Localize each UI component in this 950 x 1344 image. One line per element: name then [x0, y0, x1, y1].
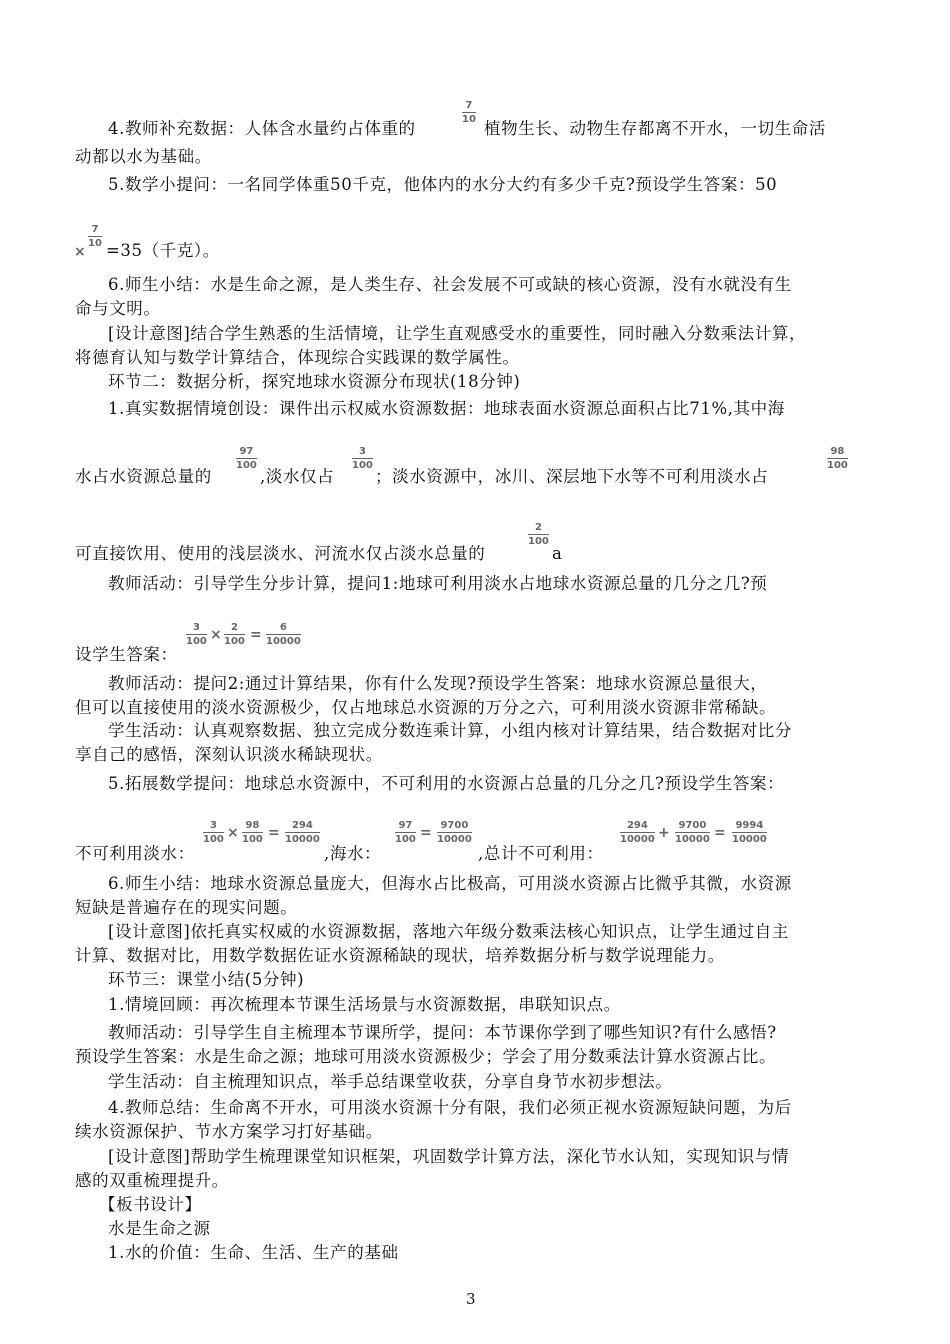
- section-heading: 环节二：数据分析，探究地球水资源分布现状(18分钟): [108, 372, 521, 391]
- fraction-numerator: 9700: [440, 820, 469, 831]
- fraction-numerator: 98: [245, 820, 260, 831]
- fraction-denominator: 100: [242, 834, 263, 845]
- text-segment: 4.教师补充数据：人体含水量约占体重的: [108, 119, 416, 138]
- paragraph-line: 教师活动：引导学生自主梳理本节课所学，提问：本节课你学到了哪些知识?有什么感悟?: [108, 1023, 777, 1042]
- board-design-heading: 【板书设计】: [99, 1195, 202, 1214]
- fraction-denominator: 100: [827, 460, 848, 471]
- paragraph-line: 学生活动：认真观察数据、独立完成分数连乘计算，小组内核对计算结果，结合数据对比分: [108, 721, 792, 740]
- times-sign: ×: [210, 627, 222, 643]
- fraction-denominator: 100: [236, 460, 257, 471]
- fraction-denominator: 10000: [266, 636, 301, 647]
- fraction-9700-10000: [437, 820, 472, 845]
- paragraph-line: 水占水资源总量的: [75, 467, 212, 486]
- text-segment: 植物生长、动物生存都离不开水，一切生命活: [484, 119, 826, 138]
- fraction-denominator: 10000: [732, 834, 767, 845]
- fraction-9700-10000: [675, 820, 710, 845]
- fraction-numerator: 7: [465, 100, 473, 111]
- paragraph-line: [484, 118, 826, 140]
- paragraph-line: 5.数学小提问：一名同学体重50千克，他体内的水分大约有多少千克?预设学生答案：50: [108, 175, 778, 194]
- fraction-numerator: 3: [358, 446, 366, 457]
- times-sign: ×: [227, 825, 239, 841]
- paragraph-line: a: [552, 544, 563, 563]
- board-title: 水是生命之源: [108, 1219, 211, 1238]
- equals-sign: =: [250, 627, 262, 643]
- paragraph-line: 计算、数据对比，用数学数据佐证水资源稀缺的现状，培养数据分析与数学说理能力。: [75, 946, 725, 965]
- paragraph-line: ,淡水仅占: [260, 467, 335, 486]
- fraction-3-100: [186, 622, 207, 647]
- paragraph-line: [108, 118, 416, 140]
- paragraph-line: 可直接饮用、使用的浅层淡水、河流水仅占淡水总量的: [75, 544, 486, 563]
- fraction-97-100: [395, 820, 416, 845]
- fraction-denominator: 10000: [675, 834, 710, 845]
- paragraph-line: 4.教师总结：生命离不开水，可用淡水资源十分有限，我们必须正视水资源短缺问题，为后: [108, 1098, 792, 1117]
- fraction-denominator: 10: [462, 114, 476, 125]
- fraction-9994-10000: [732, 820, 767, 845]
- fraction-numerator: 294: [291, 820, 313, 831]
- paragraph-line: 教师活动：提问2:通过计算结果，你有什么发现?预设学生答案：地球水资源总量很大，: [108, 674, 768, 693]
- paragraph-line: 学生活动：自主梳理知识点，举手总结课堂收获，分享自身节水初步想法。: [108, 1072, 673, 1091]
- paragraph-line: 享自己的感悟，深刻认识淡水稀缺现状。: [75, 745, 383, 764]
- fraction-numerator: 98: [830, 446, 845, 457]
- paragraph-line: 续水资源保护、节水方案学习打好基础。: [75, 1122, 383, 1141]
- plus-sign: +: [658, 825, 670, 841]
- paragraph-line: ,海水：: [324, 844, 382, 863]
- paragraph-line: 预设学生答案：水是生命之源；地球可用淡水资源极少；学会了用分数乘法计算水资源占比。: [75, 1047, 777, 1066]
- paragraph-line: =35（千克）。: [106, 241, 220, 260]
- fraction-98-100: [827, 446, 848, 471]
- paragraph-line: 动都以水为基础。: [75, 147, 212, 166]
- fraction-denominator: 10000: [437, 834, 472, 845]
- fraction-denominator: 10000: [620, 834, 655, 845]
- fraction-denominator: 10000: [285, 834, 320, 845]
- fraction-numerator: 294: [626, 820, 648, 831]
- paragraph-line: 5.拓展数学提问：地球总水资源中，不可利用的水资源占总量的几分之几?预设学生答案：: [108, 774, 785, 793]
- fraction-294-10000: [285, 820, 320, 845]
- fraction-denominator: 100: [352, 460, 373, 471]
- board-item: 1.水的价值：生命、生活、生产的基础: [108, 1243, 399, 1262]
- fraction-98-100: [242, 820, 263, 845]
- fraction-2-100: [224, 622, 245, 647]
- equals-sign: =: [714, 825, 726, 841]
- section-heading: 环节三：课堂小结(5分钟): [108, 970, 305, 989]
- paragraph-line: 将德育认知与数学计算结合，体现综合实践课的数学属性。: [75, 348, 520, 367]
- paragraph-line: [设计意图]依托真实权威的水资源数据，落地六年级分数乘法核心知识点，让学生通过自主: [108, 922, 789, 941]
- fraction-7-10: [88, 224, 102, 249]
- equals-sign: =: [420, 825, 432, 841]
- fraction-numerator: 3: [209, 820, 217, 831]
- fraction-numerator: 97: [398, 820, 413, 831]
- fraction-3-100: [203, 820, 224, 845]
- fraction-6-10000: [266, 622, 301, 647]
- fraction-denominator: 100: [224, 636, 245, 647]
- fraction-denominator: 100: [186, 636, 207, 647]
- paragraph-line: 1.情境回顾：再次梳理本节课生活场景与水资源数据，串联知识点。: [108, 995, 621, 1014]
- fraction-2-100: [528, 522, 549, 547]
- paragraph-line: 6.师生小结：地球水资源总量庞大，但海水占比极高，可用淡水资源占比微乎其微，水资源: [108, 874, 792, 893]
- equals-sign: =: [268, 825, 280, 841]
- paragraph-line: 设学生答案：: [75, 645, 178, 664]
- fraction-denominator: 100: [203, 834, 224, 845]
- paragraph-line: ；淡水资源中，冰川、深层地下水等不可利用淡水占: [375, 467, 769, 486]
- paragraph-line: 短缺是普遍存在的现实问题。: [75, 898, 298, 917]
- page-number: 3: [466, 1290, 476, 1308]
- fraction-numerator: 9700: [678, 820, 707, 831]
- fraction-numerator: 3: [192, 622, 200, 633]
- fraction-7-10: [462, 100, 476, 125]
- fraction-294-10000: [620, 820, 655, 845]
- fraction-numerator: 9994: [735, 820, 764, 831]
- paragraph-line: [设计意图]结合学生熟悉的生活情境，让学生直观感受水的重要性，同时融入分数乘法计算，: [108, 324, 807, 343]
- fraction-denominator: 100: [528, 536, 549, 547]
- paragraph-line: [设计意图]帮助学生梳理课堂知识框架，巩固数学计算方法，深化节水认知，实现知识与情: [108, 1147, 789, 1166]
- fraction-numerator: 97: [239, 446, 254, 457]
- paragraph-line: 不可利用淡水：: [75, 844, 195, 863]
- fraction-denominator: 10: [88, 238, 102, 249]
- paragraph-line: 1.真实数据情境创设：课件出示权威水资源数据：地球表面水资源总面积占比71%,其中海: [108, 399, 785, 418]
- paragraph-line: 6.师生小结：水是生命之源，是人类生存、社会发展不可或缺的核心资源，没有水就没有生: [108, 275, 792, 294]
- fraction-denominator: 100: [395, 834, 416, 845]
- fraction-numerator: 7: [91, 224, 99, 235]
- fraction-numerator: 2: [534, 522, 542, 533]
- paragraph-line: 感的双重梳理提升。: [75, 1171, 229, 1190]
- paragraph-line: 但可以直接使用的淡水资源极少，仅占地球总水资源的万分之六，可利用淡水资源非常稀缺。: [75, 698, 777, 717]
- fraction-97-100: [236, 446, 257, 471]
- paragraph-line: ,总计不可利用：: [478, 844, 604, 863]
- fraction-numerator: 6: [279, 622, 287, 633]
- times-sign: ×: [74, 244, 86, 260]
- paragraph-line: 教师活动：引导学生分步计算，提问1:地球可利用淡水占地球水资源总量的几分之几?预: [108, 574, 768, 593]
- fraction-numerator: 2: [230, 622, 238, 633]
- paragraph-line: 命与文明。: [75, 299, 161, 318]
- fraction-3-100: [352, 446, 373, 471]
